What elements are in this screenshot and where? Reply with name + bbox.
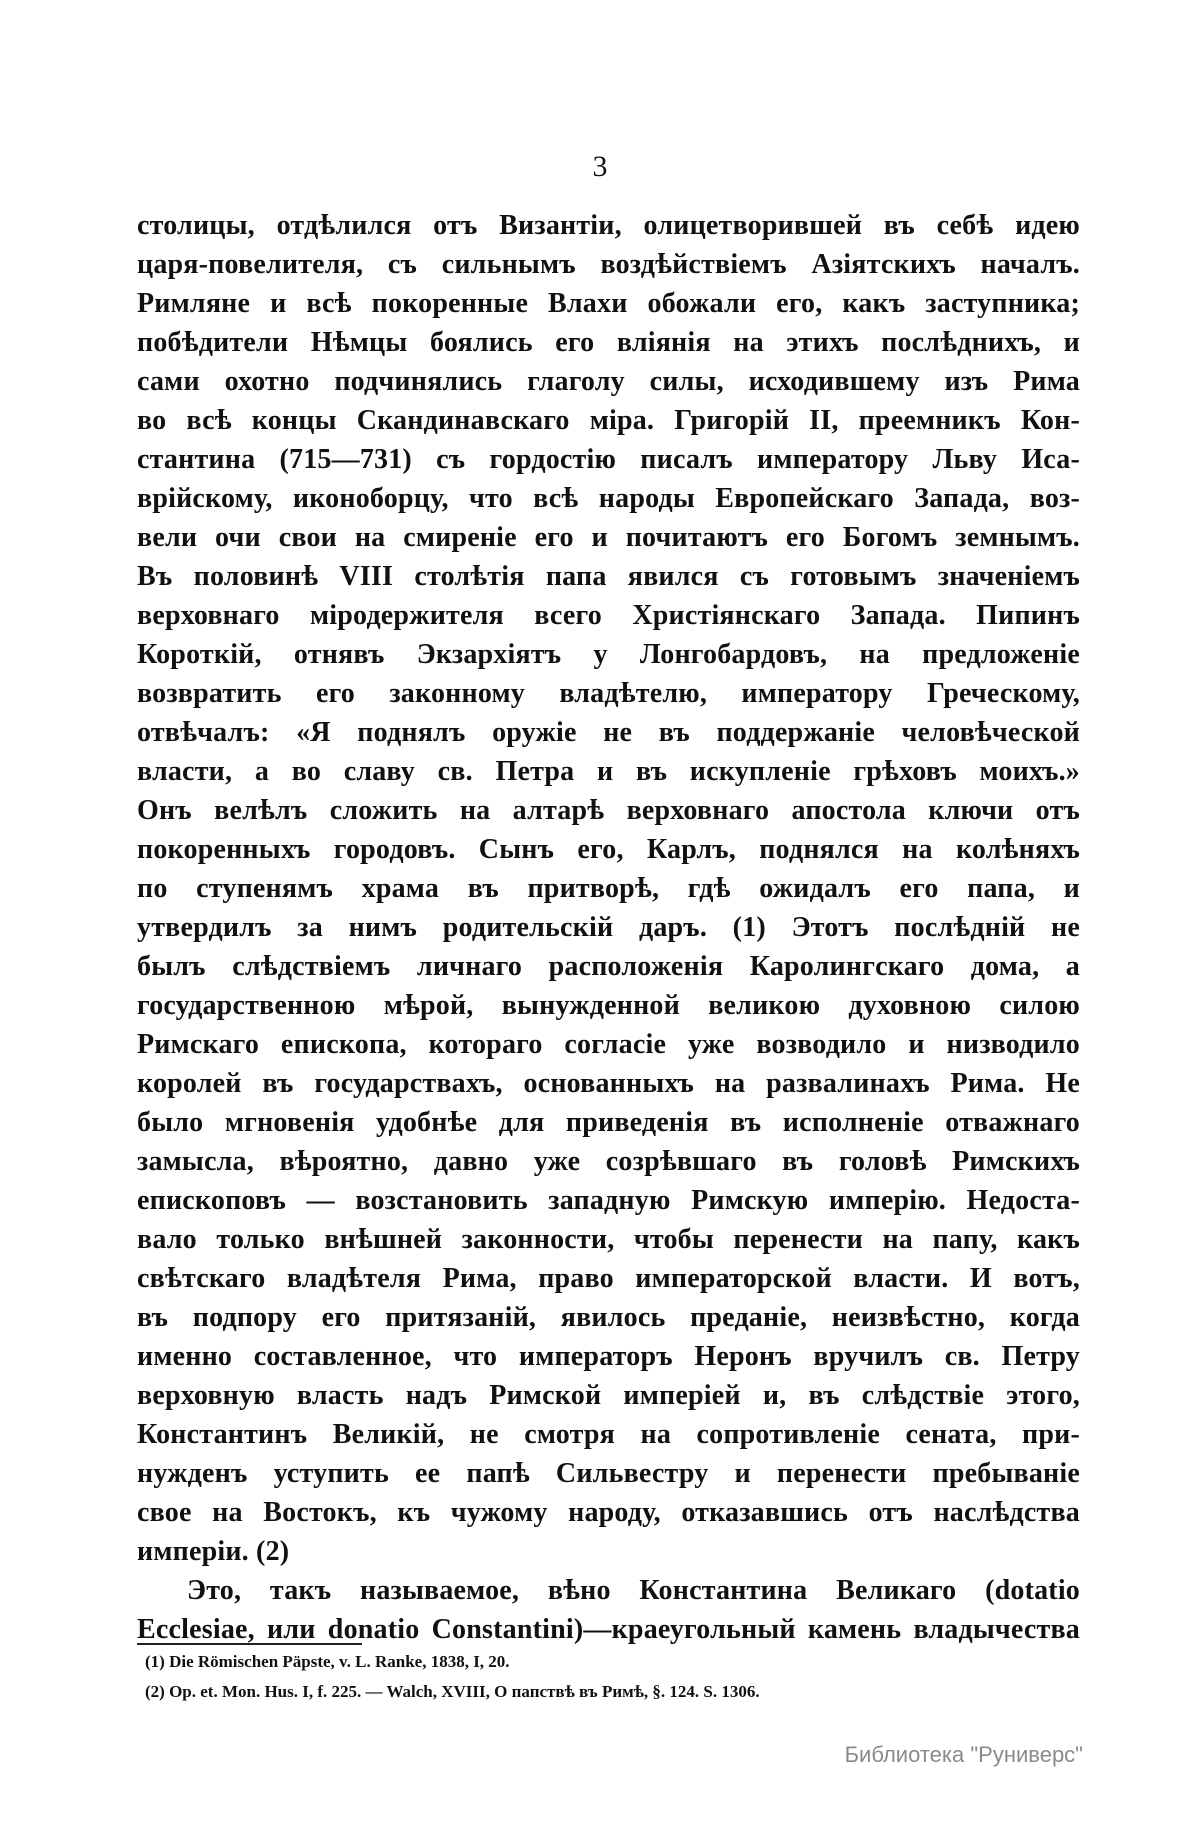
- text-line: Это, такъ называемое, вѣно Константина Великаго (dotatio: [187, 1575, 1080, 1606]
- text-line: по ступенямъ храма въ притворѣ, гдѣ ожидалъ его папа, и: [137, 873, 1080, 904]
- text-line: отвѣчалъ: «Я поднялъ оружіе не въ поддержаніе человѣческой: [137, 717, 1080, 748]
- text-line: власти, а во славу св. Петра и въ искупленіе грѣховъ моихъ.»: [137, 756, 1080, 787]
- text-line: былъ слѣдствіемъ личнаго расположенія Каролингскаго дома, а: [137, 951, 1080, 982]
- text-line: Римскаго епископа, котораго согласіе уже возводило и низводило: [137, 1029, 1080, 1060]
- page-number: 3: [592, 150, 608, 183]
- text-line: королей въ государствахъ, основанныхъ на развалинахъ Рима. Не: [137, 1068, 1080, 1099]
- text-line: возвратить его законному владѣтелю, императору Греческому,: [137, 678, 1080, 709]
- text-line: именно составленное, что императоръ Неронъ вручилъ св. Петру: [137, 1341, 1080, 1372]
- text-line: покоренныхъ городовъ. Сынъ его, Карлъ, поднялся на колѣняхъ: [137, 834, 1080, 865]
- text-line: Константинъ Великій, не смотря на сопротивленіе сената, при-: [137, 1419, 1080, 1450]
- text-line: замысла, вѣроятно, давно уже созрѣвшаго въ головѣ Римскихъ: [137, 1146, 1080, 1177]
- text-line: врійскому, иконоборцу, что всѣ народы Европейскаго Запада, воз-: [137, 483, 1080, 514]
- text-line: верховную власть надъ Римской имперіей и, въ слѣдствіе этого,: [137, 1380, 1080, 1411]
- text-line: сами охотно подчинялись глаголу силы, исходившему изъ Рима: [137, 366, 1080, 397]
- text-line: во всѣ концы Скандинавскаго міра. Григорій II, преемникъ Кон-: [137, 405, 1080, 436]
- text-line: утвердилъ за нимъ родительскій даръ. (1) Этотъ послѣдній не: [137, 912, 1080, 943]
- text-line: въ подпору его притязаній, явилось преданіе, неизвѣстно, когда: [137, 1302, 1080, 1333]
- footnote-1: (1) Die Römischen Päpste, v. L. Ranke, 1838, I, 20.: [145, 1652, 510, 1671]
- text-line: свое на Востокъ, къ чужому народу, отказавшись отъ наслѣдства: [137, 1497, 1080, 1528]
- text-line: имперіи. (2): [137, 1536, 290, 1567]
- text-line: Онъ велѣлъ сложить на алтарѣ верховнаго апостола ключи отъ: [137, 795, 1080, 826]
- text-line: Въ половинѣ VIII столѣтія папа явился съ готовымъ значеніемъ: [137, 561, 1080, 592]
- text-line: государственною мѣрой, вынужденной великою духовною силою: [137, 990, 1080, 1021]
- footnote-2: (2) Op. et. Mon. Hus. I, f. 225. — Walch, XVIII, О папствѣ въ Римѣ, §. 124. S. 1306.: [145, 1682, 760, 1701]
- text-line: вели очи свои на смиреніе его и почитаютъ его Богомъ земнымъ.: [137, 522, 1080, 553]
- footnote-divider: [137, 1643, 362, 1645]
- text-line: вало только внѣшней законности, чтобы перенести на папу, какъ: [137, 1224, 1080, 1255]
- text-line: столицы, отдѣлился отъ Византіи, олицетворившей въ себѣ идею: [137, 210, 1080, 241]
- text-line: царя-повелителя, съ сильнымъ воздѣйствіемъ Азіятскихъ началъ.: [137, 249, 1080, 280]
- text-line: Римляне и всѣ покоренные Влахи обожали его, какъ заступника;: [137, 288, 1080, 319]
- text-line: свѣтскаго владѣтеля Рима, право императорской власти. И вотъ,: [137, 1263, 1080, 1294]
- library-watermark: Библиотека "Руниверс": [844, 1742, 1083, 1767]
- text-line: стантина (715—731) съ гордостію писалъ императору Льву Иса-: [137, 444, 1080, 475]
- text-line: побѣдители Нѣмцы боялись его вліянія на этихъ послѣднихъ, и: [137, 327, 1080, 358]
- body-text: [137, 206, 1080, 1649]
- text-line: Короткій, отнявъ Экзархіятъ у Лонгобардовъ, на предложеніе: [137, 639, 1080, 670]
- text-line: верховнаго міродержителя всего Христіянскаго Запада. Пипинъ: [137, 600, 1080, 631]
- text-line: Ecclesiae, или donatio Constantini)—краеугольный камень владычества: [137, 1614, 1080, 1645]
- text-line: было мгновенія удобнѣе для приведенія въ исполненіе отважнаго: [137, 1107, 1080, 1138]
- text-line: нужденъ уступить ее папѣ Сильвестру и перенести пребываніе: [137, 1458, 1080, 1489]
- text-line: епископовъ — возстановить западную Римскую имперію. Недоста-: [137, 1185, 1080, 1216]
